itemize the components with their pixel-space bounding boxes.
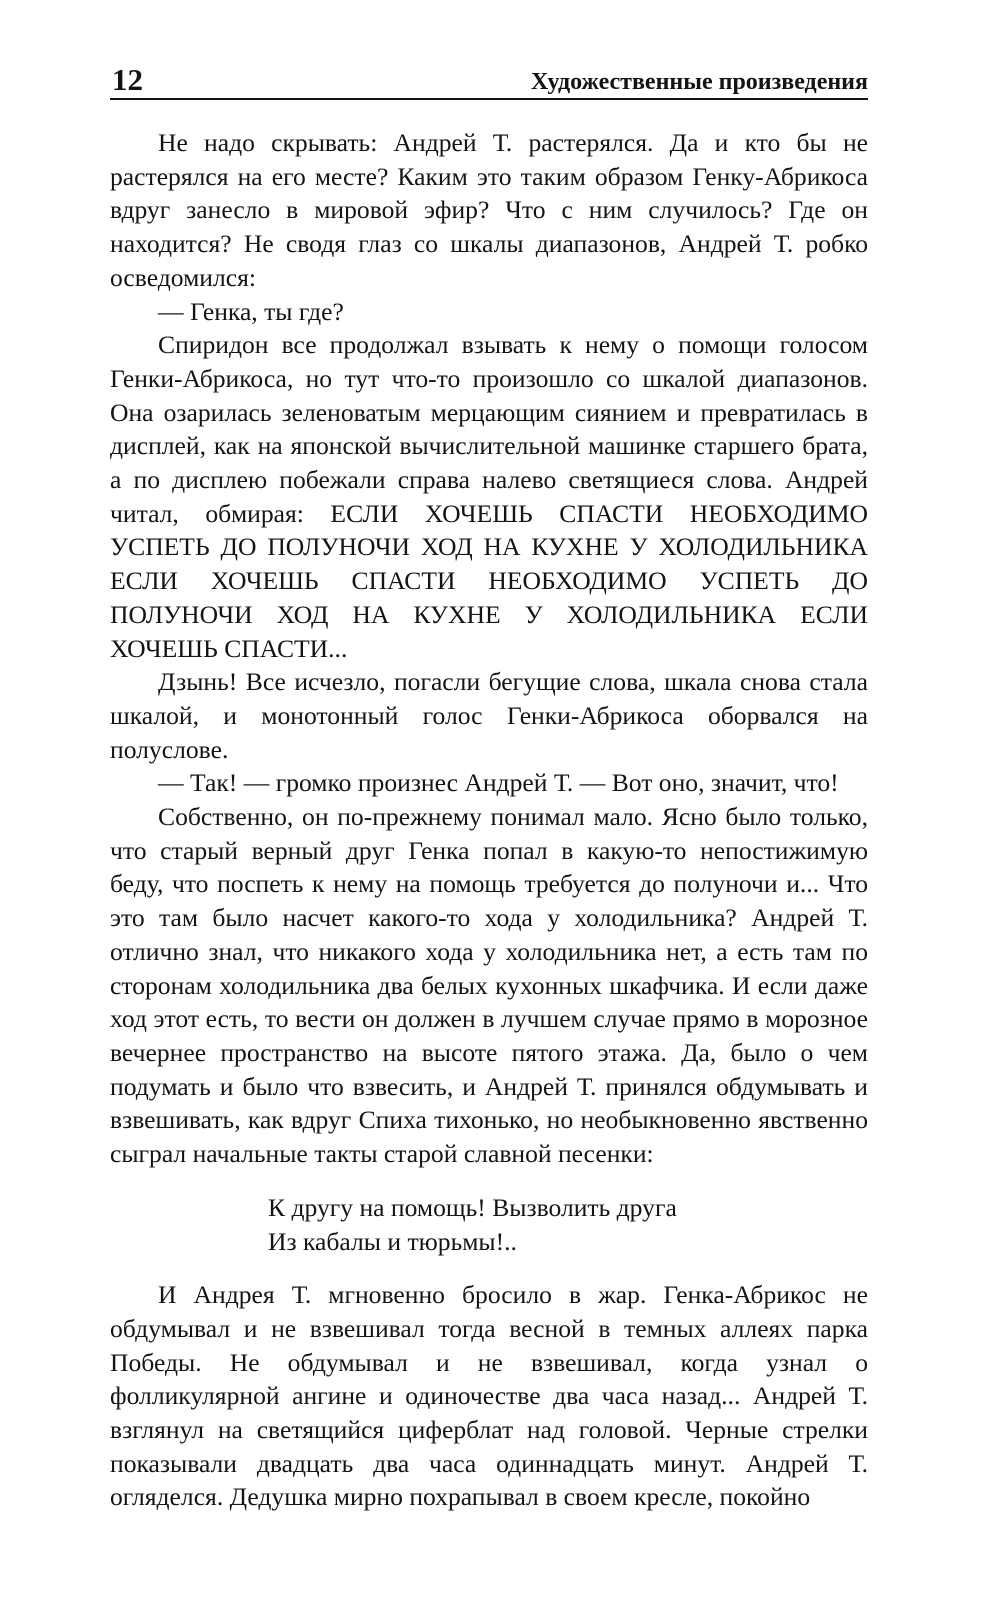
body-text (110, 126, 868, 1514)
paragraph-7: И Андрея Т. мгновенно бросило в жар. Генка-Абрикос не обдумывал и не взвешивал тогда весной в темных аллеях парка Победы. Не обдумывал и не взвешивал, когда узнал о фолликулярной ангине и одиночестве два часа назад... Андрей Т. взглянул на светящийся циферблат над головой. Черные стрелки показывали двадцать два часа одиннадцать минут. Андрей Т. огляделся. Дедушка мирно похрапывал в своем кресле, покойно (110, 1280, 868, 1512)
paragraph-1: Не надо скрывать: Андрей Т. растерялся. Да и кто бы не растерялся на его месте? Каким это таким образом Генку-Абрикоса вдруг занесло в мировой эфир? Что с ним случилось? Где он находится? Не сводя глаз со шкалы диапазонов, Андрей Т. робко осведомился: (110, 128, 868, 292)
paragraph-4: Дзынь! Все исчезло, погасли бегущие слова, шкала снова стала шкалой, и монотонный голос Генки-Абрикоса оборвался на полуслове. (110, 667, 868, 764)
running-title: Художественные произведения (531, 69, 868, 95)
paragraph-2: — Генка, ты где? (158, 296, 344, 326)
verse-line-1: К другу на помощь! Вызволить друга (268, 1192, 677, 1222)
page-number: 12 (112, 62, 143, 97)
verse-quote (268, 1191, 868, 1258)
running-header (110, 62, 868, 100)
paragraph-6: Собственно, он по-прежнему понимал мало. Ясно было только, что старый верный друг Генка попал в какую-то непостижимую беду, что поспеть к нему на помощь требуется до полуночи и... Что это там было насчет какого-то хода у холодильника? Андрей Т. отлично знал, что никакого хода у холодильника нет, а есть там по сторонам холодильника два белых кухонных шкафчика. И если даже ход этот есть, то вести он должен в лучшем случае прямо в морозное вечернее пространство на высоте пятого этажа. Да, было о чем подумать и было что взвесить, и Андрей Т. принялся обдумывать и взвешивать, как вдруг Спиха тихонько, но необыкновенно явственно сыграл начальные такты старой славной песенки: (110, 802, 868, 1169)
paragraph-5: — Так! — громко произнес Андрей Т. — Вот оно, значит, что! (158, 768, 839, 798)
paragraph-3: Спиридон все продолжал взывать к нему о помощи голосом Генки-Абрикоса, но тут что-то произошло со шкалой диапазонов. Она озарилась зеленоватым мерцающим сиянием и превратилась в дисплей, как на японской вычислительной машинке старшего брата, а по дисплею побежали справа налево светящиеся слова. Андрей читал, обмирая: ЕСЛИ ХОЧЕШЬ СПАСТИ НЕОБХОДИМО УСПЕТЬ ДО ПОЛУНОЧИ ХОД НА КУХНЕ У ХОЛОДИЛЬНИКА ЕСЛИ ХОЧЕШЬ СПАСТИ НЕОБХОДИМО УСПЕТЬ ДО ПОЛУНОЧИ ХОД НА КУХНЕ У ХОЛОДИЛЬНИКА ЕСЛИ ХОЧЕШЬ СПАСТИ... (110, 330, 868, 663)
verse-line-2: Из кабалы и тюрьмы!.. (268, 1226, 517, 1256)
